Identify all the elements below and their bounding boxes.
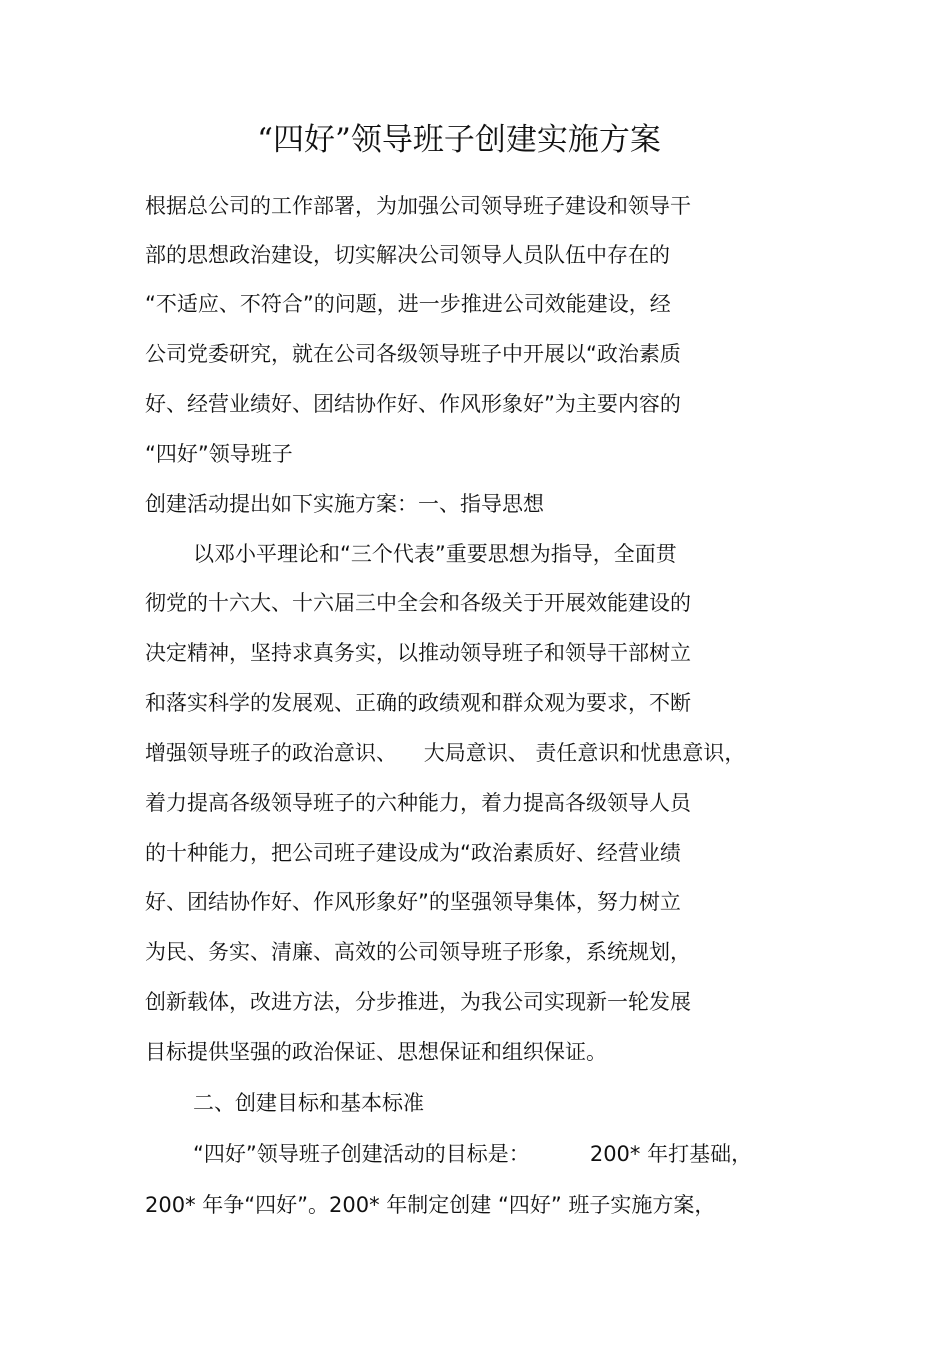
paragraph-line: “不适应、不符合”的问题，进一步推进公司效能建设，经 <box>145 292 671 316</box>
paragraph-line: 创新载体，改进方法，分步推进，为我公司实现新一轮发展 <box>145 990 691 1014</box>
document-title: “四好”领导班子创建实施方案 <box>257 122 661 158</box>
paragraph-line: 公司党委研究，就在公司各级领导班子中开展以“政治素质 <box>145 342 681 366</box>
paragraph-line: 好、团结协作好、作风形象好”的坚强领导集体，努力树立 <box>145 890 681 914</box>
paragraph-line: 和落实科学的发展观、正确的政绩观和群众观为要求，不断 <box>145 691 691 715</box>
paragraph-line: 着力提高各级领导班子的六种能力，着力提高各级领导人员 <box>145 791 691 815</box>
paragraph-line: 好、经营业绩好、团结协作好、作风形象好”为主要内容的 <box>145 392 681 416</box>
paragraph-line: 增强领导班子的政治意识、 大局意识、 责任意识和忧患意识， <box>145 741 746 765</box>
paragraph-line: “四好”领导班子创建活动的目标是： 200* 年打基础， <box>193 1142 753 1166</box>
paragraph-line: 创建活动提出如下实施方案：一、指导思想 <box>145 492 544 516</box>
paragraph-line: “四好”领导班子 <box>145 442 293 466</box>
paragraph-line: 以邓小平理论和“三个代表”重要思想为指导，全面贯 <box>193 542 677 566</box>
paragraph-line: 彻党的十六大、十六届三中全会和各级关于开展效能建设的 <box>145 591 691 615</box>
section-heading: 二、创建目标和基本标准 <box>193 1091 424 1115</box>
paragraph-line: 的十种能力，把公司班子建设成为“政治素质好、经营业绩 <box>145 841 681 865</box>
paragraph-line: 部的思想政治建设，切实解决公司领导人员队伍中存在的 <box>145 243 670 267</box>
paragraph-line: 200* 年争“四好”。200* 年制定创建 “四好” 班子实施方案， <box>145 1193 716 1217</box>
paragraph-line: 目标提供坚强的政治保证、思想保证和组织保证。 <box>145 1040 607 1064</box>
paragraph-line: 根据总公司的工作部署，为加强公司领导班子建设和领导干 <box>145 194 691 218</box>
paragraph-line: 为民、务实、清廉、高效的公司领导班子形象，系统规划， <box>145 940 691 964</box>
paragraph-line: 决定精神，坚持求真务实，以推动领导班子和领导干部树立 <box>145 641 691 665</box>
